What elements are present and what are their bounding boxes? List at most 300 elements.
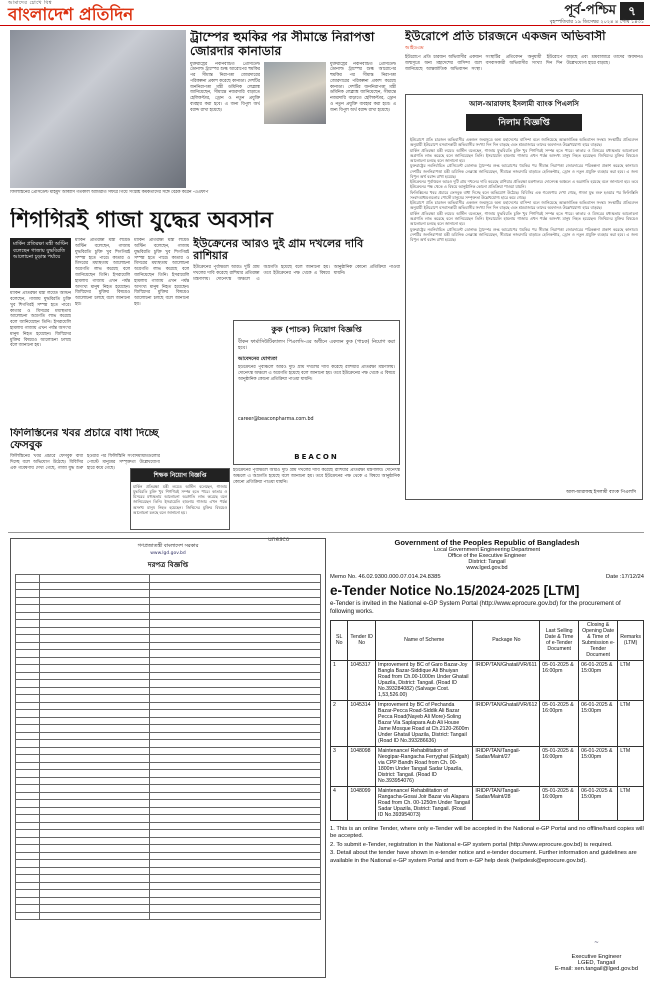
dateline: বৃহস্পতিবার ১৯ ডিসেম্বর ২০২৪ ৪ পৌষ ১৪৩১ <box>549 19 644 25</box>
govt-grid-cell <box>40 597 150 605</box>
govt-grid-cell <box>16 582 40 590</box>
govt-grid-cell <box>150 612 321 620</box>
tender-cell: 06-01-2025 & 15:00pm <box>579 700 618 746</box>
govt-grid-cell <box>150 687 321 695</box>
govt-grid-row <box>16 612 321 620</box>
govt-grid-cell <box>16 672 40 680</box>
story-trump-body: যুক্তরাষ্ট্রের নবনির্বাচিত প্রেসিডেন্ট ডোনাল্ড ট্রাম্পের শুল্ক আরোপের হুমকির পর সীমান্ত নিরাপত্তা জোরদারের পরিকল্পনা প্রকাশ করেছে কানাডা। দেশটির জননিরাপত্তা মন্ত্রী ডমিনিক লেব্ল্যাঙ্ক জানিয়েছেন, সীমান্তে নজরদারি বাড়াতে হেলিকপ্টার, ড্রোন ও নতুন প্রযুক্তি ব্যবহার করা হবে। এ জন্য বিপুল অর্থ বরাদ্দ রাখা হয়েছে। <box>190 61 260 113</box>
tender-intro: e-Tender is invited in the National e-GP System Portal (http://www.eprocure.gov.bd) for the procurement of following works. <box>330 600 621 615</box>
govt-grid-cell <box>40 890 150 898</box>
govt-grid-row <box>16 830 321 838</box>
govt-grid-cell <box>40 590 150 598</box>
govt-grid-cell <box>16 680 40 688</box>
govt-grid-cell <box>40 665 150 673</box>
govt-grid-cell <box>16 777 40 785</box>
govt-grid-row <box>16 807 321 815</box>
story-ukraine-body: ইউক্রেনের পূর্বাঞ্চলে আরও দুটি গ্রাম দখলের দাবি করেছে রাশিয়ার প্রতিরক্ষা মন্ত্রণালয়। দোনেৎস্ক অঞ্চলে এ অগ্রগতি হয়েছে বলে জানানো হয়। তবে ইউক্রেনের পক্ষ থেকে এ বিষয়ে আনুষ্ঠানিক কোনো প্রতিক্রিয়া পাওয়া যায়নি। <box>193 265 400 282</box>
govt-grid-cell <box>40 882 150 890</box>
govt-grid-cell <box>16 620 40 628</box>
govt-grid-cell <box>40 755 150 763</box>
govt-grid-cell <box>40 740 150 748</box>
govt-grid-cell <box>16 912 40 920</box>
govt-grid-cell <box>150 575 321 583</box>
auction-text-4: ইউক্রেনের পূর্বাঞ্চলে আরও দুটি গ্রাম দখলের দাবি করেছে রাশিয়ার প্রতিরক্ষা মন্ত্রণালয়। দোনেৎস্ক অঞ্চলে এ অগ্রগতি হয়েছে বলে জানানো হয়। তবে ইউক্রেনের পক্ষ থেকে এ বিষয়ে আনুষ্ঠানিক কোনো প্রতিক্রিয়া পাওয়া যায়নি। <box>410 179 638 190</box>
govt-grid-cell <box>16 650 40 658</box>
govt-grid-row <box>16 657 321 665</box>
auction-text-8: যুক্তরাষ্ট্রের নবনির্বাচিত প্রেসিডেন্ট ডোনাল্ড ট্রাম্পের শুল্ক আরোপের হুমকির পর সীমান্ত নিরাপত্তা জোরদারের পরিকল্পনা প্রকাশ করেছে কানাডা। দেশটির জননিরাপত্তা মন্ত্রী ডমিনিক লেব্ল্যাঙ্ক জানিয়েছেন, সীমান্তে নজরদারি বাড়াতে হেলিকপ্টার, ড্রোন ও নতুন প্রযুক্তি ব্যবহার করা হবে। এ জন্য বিপুল অর্থ বরাদ্দ রাখা হয়েছে। <box>410 226 638 243</box>
govt-grid-cell <box>16 762 40 770</box>
tender-cell: IRIDP/TAN/Ghatail/VR/611 <box>473 660 540 700</box>
govt-grid-cell <box>16 890 40 898</box>
govt-grid-row <box>16 687 321 695</box>
cook-details: ইউক্রেনের পূর্বাঞ্চলে আরও দুটি গ্রাম দখলের দাবি করেছে রাশিয়ার প্রতিরক্ষা মন্ত্রণালয়। দোনেৎস্ক অঞ্চলে এ অগ্রগতি হয়েছে বলে জানানো হয়। তবে ইউক্রেনের পক্ষ থেকে এ বিষয়ে আনুষ্ঠানিক কোনো প্রতিক্রিয়া পাওয়া যায়নি। <box>238 364 395 382</box>
govt-grid-row <box>16 717 321 725</box>
govt-grid-row <box>16 822 321 830</box>
govt-grid-row <box>16 620 321 628</box>
govt-grid-cell <box>16 635 40 643</box>
trump-photo <box>264 62 326 124</box>
govt-grid-row <box>16 702 321 710</box>
govt-grid-cell <box>16 627 40 635</box>
govt-grid-cell <box>40 635 150 643</box>
govt-grid-cell <box>40 875 150 883</box>
story-misc: ইউক্রেনের পূর্বাঞ্চলে আরও দুটি গ্রাম দখলের দাবি করেছে রাশিয়ার প্রতিরক্ষা মন্ত্রণালয়। দোনেৎস্ক অঞ্চলে এ অগ্রগতি হয়েছে বলে জানানো হয়। তবে ইউক্রেনের পক্ষ থেকে এ বিষয়ে আনুষ্ঠানিক কোনো প্রতিক্রিয়া পাওয়া যায়নি। <box>233 468 400 485</box>
govt-grid-cell <box>16 905 40 913</box>
story-europe-byline: আইওএম <box>405 45 424 52</box>
photo-abbas <box>10 30 186 188</box>
govt-grid-cell <box>16 770 40 778</box>
tender-header-cell: Last Selling Date & Time of e-Tender Document <box>540 620 579 660</box>
govt-grid-cell <box>150 657 321 665</box>
story-gaza-body-3: মার্কিন প্রতিরক্ষা মন্ত্রী লয়েড অস্টিন বলেছেন, গাজায় যুদ্ধবিরতি চুক্তি খুব শিগগিরই সম্পন্ন হতে পারে। কাতার ও মিসরের মধ্যস্থতায় আলোচনা অগ্রগতি লাভ করেছে বলে জানিয়েছেন তিনি। ইসরায়েলি হামলায় গাজায় এখন পর্যন্ত অসংখ্য মানুষ নিহত হয়েছেন। জিম্মিদের মুক্তির বিষয়েও আলোচনা চলছে বলে জানানো হয়। <box>134 238 190 307</box>
govt-grid-cell <box>16 755 40 763</box>
govt-grid-cell <box>16 800 40 808</box>
auction-text-2: মার্কিন প্রতিরক্ষা মন্ত্রী লয়েড অস্টিন বলেছেন, গাজায় যুদ্ধবিরতি চুক্তি খুব শিগগিরই সম্পন্ন হতে পারে। কাতার ও মিসরের মধ্যস্থতায় আলোচনা অগ্রগতি লাভ করেছে বলে জানিয়েছেন তিনি। ইসরায়েলি হামলায় গাজায় এখন পর্যন্ত অসংখ্য মানুষ নিহত হয়েছেন। জিম্মিদের মুক্তির বিষয়েও আলোচনা চলছে বলে জানানো হয়। <box>410 147 638 164</box>
tender-cell: 1048098 <box>348 746 376 786</box>
govt-grid-cell <box>40 732 150 740</box>
govt-grid-row <box>16 627 321 635</box>
govt-grid-row <box>16 635 321 643</box>
govt-grid-cell <box>150 897 321 905</box>
tender-cell: IRIDP/TAN/Ghatail/VR/612 <box>473 700 540 746</box>
govt-grid-row <box>16 582 321 590</box>
tender-note: 1. This is an online Tender, where only e-Tender will be accepted in the National e-GP Portal and no offline/hard copies will be accepted. <box>330 825 644 840</box>
story-europe-headline: ইউরোপে প্রতি চারজনে একজন অভিবাসী <box>405 30 606 43</box>
govt-grid-row <box>16 650 321 658</box>
tender-district: District: Tangail <box>468 559 506 565</box>
table-row <box>331 700 644 746</box>
logo-text: বাংলাদেশ প্রতিদিন <box>8 5 134 25</box>
govt-grid-cell <box>16 747 40 755</box>
tender-cell: IRIDP/TAN/Tangail-Sadar/Maint/28 <box>473 786 540 820</box>
story-europe-body: ইউরোপে প্রতি চারজন অভিবাসীর একজন জন্মসূত্রে অন্য মহাদেশের বাসিন্দা বলে জানিয়েছে আন্তর্জাতিক অভিবাসন সংস্থা। সংস্থাটির প্রতিবেদন অনুযায়ী ইউরোপে বসবাসকারী অভিবাসীর সংখ্যা দিন দিন বাড়ছে এবং শ্রমবাজারে তাদের অবদানও উল্লেখযোগ্য হারে বাড়ছে। <box>405 55 643 72</box>
govt-grid-cell <box>150 702 321 710</box>
tender-header-cell: Closing & Opening Date & Time of Submission e-Tender Document <box>579 620 618 660</box>
govt-grid-cell <box>16 590 40 598</box>
govt-grid-row <box>16 732 321 740</box>
govt-grid-cell <box>40 702 150 710</box>
ad-govt-bengali <box>10 538 326 978</box>
tender-header-cell: Package No <box>473 620 540 660</box>
govt-grid-row <box>16 740 321 748</box>
tender-header-cell: Name of Scheme <box>376 620 473 660</box>
govt-grid-row <box>16 680 321 688</box>
govt-grid-cell <box>16 657 40 665</box>
govt-grid-cell <box>16 732 40 740</box>
govt-grid-cell <box>150 770 321 778</box>
govt-grid-cell <box>16 875 40 883</box>
story-gaza-kicker: মার্কিন প্রতিরক্ষা মন্ত্রী অস্টিন বলেছেন গাজায় যুদ্ধবিরতি আলোচনা চূড়ান্ত পর্যায়ে <box>10 238 71 288</box>
signature-scribble: ~ <box>594 940 599 946</box>
govt-grid-cell <box>40 837 150 845</box>
teacher-title: শিক্ষক নিয়োগ বিজ্ঞপ্তি <box>131 469 229 482</box>
tender-cell: 06-01-2025 & 15:00pm <box>579 786 618 820</box>
govt-grid-cell <box>150 860 321 868</box>
auction-text-1: ইউরোপে প্রতি চারজন অভিবাসীর একজন জন্মসূত্রে অন্য মহাদেশের বাসিন্দা বলে জানিয়েছে আন্তর্জাতিক অভিবাসন সংস্থা। সংস্থাটির প্রতিবেদন অনুযায়ী ইউরোপে বসবাসকারী অভিবাসীর সংখ্যা দিন দিন বাড়ছে এবং শ্রমবাজারে তাদের অবদানও উল্লেখযোগ্য হারে বাড়ছে। <box>410 137 638 148</box>
tender-date: Date :17/12/24 <box>605 574 644 580</box>
govt-grid-cell <box>16 852 40 860</box>
tender-office: Office of the Executive Engineer <box>447 553 527 559</box>
page-number: ৭ <box>620 2 644 20</box>
govt-grid-cell <box>16 665 40 673</box>
govt-grid-cell <box>40 860 150 868</box>
govt-grid-row <box>16 755 321 763</box>
auction-text-5: ফিলিস্তিনের খবর প্রচারে ফেসবুক বাধা দিচ্ছে বলে অভিযোগ উঠেছে। বিবিসির এক গবেষণায় দেখা গেছে, গাজা যুদ্ধ শুরু হওয়ার পর ফিলিস্তিনি সংবাদমাধ্যমগুলোর পোস্টে মানুষের সম্পৃক্ততা উল্লেখযোগ্য হারে কমে গেছে। <box>410 189 638 200</box>
govt-grid-row <box>16 672 321 680</box>
cook-apply-heading: আবেদনের যোগ্যতা <box>238 355 278 362</box>
govt-grid-cell <box>150 822 321 830</box>
govt-grid-cell <box>16 860 40 868</box>
cook-line1: বীকন ফার্মাসিউটিক্যালস পিএলসি-এর অধীনে একজন কুক (পাচক) নিয়োগ করা হবে। <box>238 340 395 352</box>
teacher-body: মার্কিন প্রতিরক্ষা মন্ত্রী লয়েড অস্টিন বলেছেন, গাজায় যুদ্ধবিরতি চুক্তি খুব শিগগিরই সম্পন্ন হতে পারে। কাতার ও মিসরের মধ্যস্থতায় আলোচনা অগ্রগতি লাভ করেছে বলে জানিয়েছেন তিনি। ইসরায়েলি হামলায় গাজায় এখন পর্যন্ত অসংখ্য মানুষ নিহত হয়েছেন। জিম্মিদের মুক্তির বিষয়েও আলোচনা চলছে বলে জানানো হয়। <box>133 484 227 515</box>
tender-cell: 06-01-2025 & 15:00pm <box>579 660 618 700</box>
govt-grid-row <box>16 665 321 673</box>
ad-teacher <box>130 468 230 530</box>
tender-cell: 2 <box>331 700 348 746</box>
story-gaza-headline: শিগগিরই গাজা যুদ্ধের অবসান <box>10 208 273 233</box>
govt-grid-cell <box>150 665 321 673</box>
govt-grid-row <box>16 605 321 613</box>
govt-grid-cell <box>16 575 40 583</box>
govt-grid-cell <box>150 837 321 845</box>
govt-grid-row <box>16 710 321 718</box>
ad-etender <box>330 538 644 978</box>
govt-grid-cell <box>16 710 40 718</box>
auction-text-6: ইউরোপে প্রতি চারজন অভিবাসীর একজন জন্মসূত্রে অন্য মহাদেশের বাসিন্দা বলে জানিয়েছে আন্তর্জাতিক অভিবাসন সংস্থা। সংস্থাটির প্রতিবেদন অনুযায়ী ইউরোপে বসবাসকারী অভিবাসীর সংখ্যা দিন দিন বাড়ছে এবং শ্রমবাজারে তাদের অবদানও উল্লেখযোগ্য হারে বাড়ছে। <box>410 200 638 211</box>
govt-grid-row <box>16 590 321 598</box>
govt-grid-cell <box>150 800 321 808</box>
tender-cell: 4 <box>331 786 348 820</box>
tender-cell: LTM <box>618 786 644 820</box>
govt-grid-cell <box>40 800 150 808</box>
govt-grid-row <box>16 852 321 860</box>
govt-grid-cell <box>40 822 150 830</box>
story-trump-headline: ট্রাম্পের হুমকির পর সীমান্তে নিরাপত্তা জোরদার কানাডার <box>190 30 375 58</box>
tender-cell: 05-01-2025 & 16:00pm <box>540 746 579 786</box>
govt-grid-cell <box>150 912 321 920</box>
govt-grid-cell <box>40 687 150 695</box>
govt-grid-cell <box>150 830 321 838</box>
govt-grid-cell <box>150 905 321 913</box>
govt-grid-row <box>16 725 321 733</box>
tender-header-cell: Tender ID No <box>348 620 376 660</box>
govt-grid-row <box>16 597 321 605</box>
govt-grid-cell <box>16 830 40 838</box>
govt-grid-cell <box>40 792 150 800</box>
tender-cell: LTM <box>618 660 644 700</box>
govt-grid-cell <box>150 807 321 815</box>
auction-text-3: যুক্তরাষ্ট্রের নবনির্বাচিত প্রেসিডেন্ট ডোনাল্ড ট্রাম্পের শুল্ক আরোপের হুমকির পর সীমান্ত নিরাপত্তা জোরদারের পরিকল্পনা প্রকাশ করেছে কানাডা। দেশটির জননিরাপত্তা মন্ত্রী ডমিনিক লেব্ল্যাঙ্ক জানিয়েছেন, সীমান্তে নজরদারি বাড়াতে হেলিকপ্টার, ড্রোন ও নতুন প্রযুক্তি ব্যবহার করা হবে। এ জন্য বিপুল অর্থ বরাদ্দ রাখা হয়েছে। <box>410 163 638 179</box>
govt-grid-cell <box>40 650 150 658</box>
story-gaza-body-2: মার্কিন প্রতিরক্ষা মন্ত্রী লয়েড অস্টিন বলেছেন, গাজায় যুদ্ধবিরতি চুক্তি খুব শিগগিরই সম্পন্ন হতে পারে। কাতার ও মিসরের মধ্যস্থতায় আলোচনা অগ্রগতি লাভ করেছে বলে জানিয়েছেন তিনি। ইসরায়েলি হামলায় গাজায় এখন পর্যন্ত অসংখ্য মানুষ নিহত হয়েছেন। জিম্মিদের মুক্তির বিষয়েও আলোচনা চলছে বলে জানানো হয়। <box>75 238 131 307</box>
govt-grid-cell <box>40 852 150 860</box>
govt-grid-row <box>16 867 321 875</box>
tender-site[interactable]: www.lged.gov.bd <box>466 565 508 571</box>
govt-grid-cell <box>150 882 321 890</box>
tender-cell: 05-01-2025 & 16:00pm <box>540 700 579 746</box>
govt-grid-cell <box>40 747 150 755</box>
govt-grid-cell <box>40 807 150 815</box>
govt-grid-cell <box>40 710 150 718</box>
govt-grid-row <box>16 695 321 703</box>
auction-text-7: মার্কিন প্রতিরক্ষা মন্ত্রী লয়েড অস্টিন বলেছেন, গাজায় যুদ্ধবিরতি চুক্তি খুব শিগগিরই সম্পন্ন হতে পারে। কাতার ও মিসরের মধ্যস্থতায় আলোচনা অগ্রগতি লাভ করেছে বলে জানিয়েছেন তিনি। ইসরায়েলি হামলায় গাজায় এখন পর্যন্ত অসংখ্য মানুষ নিহত হয়েছেন। জিম্মিদের মুক্তির বিষয়েও আলোচনা চলছে বলে জানানো হয়। <box>410 210 638 227</box>
ad-cook <box>233 320 400 465</box>
tender-header-cell: SL No <box>331 620 348 660</box>
govt-grid-row <box>16 875 321 883</box>
govt-grid-cell <box>16 882 40 890</box>
tender-cell: 3 <box>331 746 348 786</box>
govt-grid-cell <box>40 725 150 733</box>
govt-grid-cell <box>150 642 321 650</box>
govt-grid-row <box>16 912 321 920</box>
govt-grid-cell <box>150 627 321 635</box>
govt-grid-cell <box>40 830 150 838</box>
govt-grid-cell <box>150 725 321 733</box>
govt-grid-cell <box>150 672 321 680</box>
newspaper-logo <box>8 2 133 30</box>
tender-cell: Maintenance/ Rehabilitation of Rangacha-Gosai Joir Bazar via Alapara Road from Ch. 00-1250m Under Tangail Sadar Upazila, District: Tangail. (Road ID No.393954073) <box>376 786 473 820</box>
govt-grid-cell <box>150 582 321 590</box>
tender-title: e-Tender Notice No.15/2024-2025 [LTM] <box>330 583 580 598</box>
govt-grid-cell <box>16 837 40 845</box>
govt-grid-cell <box>40 777 150 785</box>
tender-note: 3. Detail about the tender have shown in e-tender notice and e-tender document. Further information and guidelines are available in the National e-GP system Portal and from e-GP help desk (helpdesk@eprocure.gov.bd). <box>330 850 637 864</box>
govt-grid-row <box>16 747 321 755</box>
govt-grid-cell <box>150 815 321 823</box>
govt-grid-cell <box>150 717 321 725</box>
govt-grid-cell <box>150 620 321 628</box>
govt-grid-row <box>16 905 321 913</box>
story-facebook-body: ফিলিস্তিনের খবর প্রচারে ফেসবুক বাধা দিচ্ছে বলে অভিযোগ উঠেছে। বিবিসির এক গবেষণায় দেখা গেছে, গাজা যুদ্ধ শুরু হওয়ার পর ফিলিস্তিনি সংবাদমাধ্যমগুলোর পোস্টে মানুষের সম্পৃক্ততা উল্লেখযোগ্য হারে কমে গেছে। <box>10 454 160 471</box>
govt-grid-cell <box>16 597 40 605</box>
govt-grid-row <box>16 897 321 905</box>
govt-grid-cell <box>150 875 321 883</box>
govt-grid-row <box>16 800 321 808</box>
govt-grid-cell <box>150 785 321 793</box>
govt-grid-cell <box>16 605 40 613</box>
govt-grid-cell <box>40 912 150 920</box>
govt-grid-cell <box>40 867 150 875</box>
tender-cell: LTM <box>618 700 644 746</box>
tender-cell: 1 <box>331 660 348 700</box>
bank-footer: আল-আরাফাহ ইসলামী ব্যাংক পিএলসি <box>566 490 636 495</box>
tender-cell: Improvement by BC of Pechanda Bazar-Pecca Road-Siddik Ali Bazar Pecca Road(Nayeb Ali More)-Soling Bazar Via Saplapara Aub Ali House Jame Mosque Road at Ch.2120-2600m Under Ghatail Upazila, District: Tangail (Road ID No.393286636) <box>376 700 473 746</box>
govt-grid-cell <box>40 717 150 725</box>
govt-grid-row <box>16 777 321 785</box>
govt-grid-cell <box>40 575 150 583</box>
govt-grid-cell <box>150 710 321 718</box>
govt-grid-cell <box>40 897 150 905</box>
govt-grid-cell <box>150 747 321 755</box>
govt-grid-cell <box>16 695 40 703</box>
auction-body <box>406 135 642 485</box>
govt-grid-cell <box>16 725 40 733</box>
tender-cell: Improvement by BC of Garo Bazar-Joy Bangla Bazar-Siddique Ali Bhuiyan Road from Ch.00-1000m Under Ghatail Upazila, District: Tangail. (Road ID No.393284082) (Salvage Cost. 1,53,526.00) <box>376 660 473 700</box>
govt-grid-row <box>16 890 321 898</box>
govt-grid-cell <box>150 890 321 898</box>
govt-grid-cell <box>16 642 40 650</box>
tender-cell: 1048099 <box>348 786 376 820</box>
govt-grid-row <box>16 845 321 853</box>
govt-grid-cell <box>40 672 150 680</box>
govt-grid-cell <box>40 627 150 635</box>
govt-grid-cell <box>40 905 150 913</box>
cook-email[interactable]: career@beaconpharma.com.bd <box>238 416 314 422</box>
govt-grid-cell <box>16 867 40 875</box>
govt-grid-cell <box>40 695 150 703</box>
tender-dept: Local Government Engineering Department <box>433 547 541 553</box>
table-row <box>331 786 644 820</box>
govt-grid-cell <box>150 845 321 853</box>
govt-grid-cell <box>40 657 150 665</box>
tender-notes <box>330 826 644 866</box>
govt-grid-row <box>16 642 321 650</box>
govt-grid-row <box>16 837 321 845</box>
govt-grid-cell <box>40 785 150 793</box>
govt-grid-row <box>16 792 321 800</box>
tender-cell: 06-01-2025 & 15:00pm <box>579 746 618 786</box>
story-gaza-body-1: মার্কিন প্রতিরক্ষা মন্ত্রী লয়েড অস্টিন বলেছেন, গাজায় যুদ্ধবিরতি চুক্তি খুব শিগগিরই সম্পন্ন হতে পারে। কাতার ও মিসরের মধ্যস্থতায় আলোচনা অগ্রগতি লাভ করেছে বলে জানিয়েছেন তিনি। ইসরায়েলি হামলায় গাজায় এখন পর্যন্ত অসংখ্য মানুষ নিহত হয়েছেন। জিম্মিদের মুক্তির বিষয়েও আলোচনা চলছে বলে জানানো হয়। <box>10 291 72 349</box>
govt-grid-cell <box>16 792 40 800</box>
govt-grid-cell <box>150 650 321 658</box>
govt-grid-cell <box>150 635 321 643</box>
govt-grid-cell <box>16 897 40 905</box>
govt-grid-cell <box>40 620 150 628</box>
tender-signature <box>555 940 638 972</box>
govt-grid-cell <box>40 680 150 688</box>
govt-grid-cell <box>16 740 40 748</box>
govt-grid-cell <box>40 605 150 613</box>
govt-grid-cell <box>16 822 40 830</box>
govt-title: গণপ্রজাতন্ত্রী বাংলাদেশ সরকার <box>137 543 199 549</box>
tender-cell: 1045317 <box>348 660 376 700</box>
govt-grid-cell <box>16 845 40 853</box>
tender-memo: Memo No. 46.02.9300.000.07.014.24.8385 <box>330 574 441 580</box>
signer-email[interactable]: E-mail: xen.tangail@lged.gov.bd <box>554 966 638 972</box>
story-trump <box>190 30 400 188</box>
govt-grid-row <box>16 882 321 890</box>
tender-cell: IRIDP/TAN/Tangail-Sadar/Maint/27 <box>473 746 540 786</box>
govt-grid-cell <box>150 597 321 605</box>
govt-grid-cell <box>40 762 150 770</box>
tender-table <box>330 620 644 821</box>
logo-tagline: আমাদের চোখে বিশ্ব <box>8 0 53 6</box>
govt-grid-cell <box>150 777 321 785</box>
tender-cell: 05-01-2025 & 16:00pm <box>540 660 579 700</box>
govt-grid-cell <box>150 755 321 763</box>
story-ukraine-headline: ইউক্রেনের আরও দুই গ্রাম দখলের দাবি রাশিয়ার <box>193 237 364 263</box>
table-row <box>331 746 644 786</box>
govt-grid-cell <box>150 695 321 703</box>
govt-grid-cell <box>150 792 321 800</box>
govt-grid-cell <box>150 605 321 613</box>
govt-grid-cell <box>40 582 150 590</box>
masthead <box>0 0 650 26</box>
govt-grid-cell <box>40 845 150 853</box>
govt-grid-cell <box>40 770 150 778</box>
govt-grid-cell <box>40 815 150 823</box>
story-europe <box>405 30 643 92</box>
govt-grid-row <box>16 762 321 770</box>
tender-cell: 05-01-2025 & 16:00pm <box>540 786 579 820</box>
govt-grid-row <box>16 860 321 868</box>
beacon-logo: BEACON <box>294 453 339 461</box>
govt-grid-cell <box>16 815 40 823</box>
govt-grid-cell <box>150 732 321 740</box>
auction-notice-title: নিলাম বিজ্ঞপ্তি <box>466 114 582 131</box>
govt-grid-cell <box>40 612 150 620</box>
section-title: পূর্ব-পশ্চিম <box>564 3 616 18</box>
govt-grid-cell <box>150 680 321 688</box>
govt-site[interactable]: www.lgd.gov.bd <box>150 551 186 556</box>
govt-grid-row <box>16 785 321 793</box>
govt-grid-cell <box>150 762 321 770</box>
unesco-logo: unesco <box>268 536 290 543</box>
tender-note: 2. To submit e-Tender, registration in the National e-GP system portal (http://www.eprocure.gov.bd) is required. <box>330 841 613 848</box>
govt-grid-cell <box>150 852 321 860</box>
govt-grid-cell <box>150 867 321 875</box>
tender-cell: Maintenance/ Rehabilitation of Neogipar-Rangacha Ferryghat (Eidgah) via CPP Bandh Road from Ch. 00- 1800m Under Tangail Sadar Upazila, District: Tangail. (Road ID No.393954076) <box>376 746 473 786</box>
govt-grid-cell <box>40 642 150 650</box>
photo-caption: ফিলিস্তিনের প্রেসিডেন্ট মাহমুদ আব্বাস গতকাল আমিরাত সফরে গিয়ে সংশ্লিষ্ট কর্মকর্তাদের সঙ্গে বৈঠক করেন -এএফপি <box>10 190 209 195</box>
tender-gov: Government of the Peoples Republic of Bangladesh <box>394 538 580 547</box>
govt-grid-cell <box>16 807 40 815</box>
signer-office: LGED, Tangail <box>577 960 616 966</box>
govt-grid-row <box>16 575 321 583</box>
govt-grid-cell <box>150 740 321 748</box>
govt-grid-cell <box>16 785 40 793</box>
cook-title: কুক (পাচক) নিয়োগ বিজ্ঞপ্তি <box>271 325 362 334</box>
govt-grid-row <box>16 815 321 823</box>
govt-grid <box>15 574 321 920</box>
govt-grid-cell <box>150 590 321 598</box>
govt-grid-cell <box>16 687 40 695</box>
signer-title: Executive Engineer <box>571 954 622 960</box>
tender-header-cell: Remarks (LTM) <box>618 620 644 660</box>
tender-cell: LTM <box>618 746 644 786</box>
govt-grid-cell <box>16 612 40 620</box>
table-row <box>331 660 644 700</box>
tender-cell: 1045314 <box>348 700 376 746</box>
story-trump-body-2: যুক্তরাষ্ট্রের নবনির্বাচিত প্রেসিডেন্ট ডোনাল্ড ট্রাম্পের শুল্ক আরোপের হুমকির পর সীমান্ত নিরাপত্তা জোরদারের পরিকল্পনা প্রকাশ করেছে কানাডা। দেশটির জননিরাপত্তা মন্ত্রী ডমিনিক লেব্ল্যাঙ্ক জানিয়েছেন, সীমান্তে নজরদারি বাড়াতে হেলিকপ্টার, ড্রোন ও নতুন প্রযুক্তি ব্যবহার করা হবে। এ জন্য বিপুল অর্থ বরাদ্দ রাখা হয়েছে। <box>330 61 396 113</box>
bank-title: আল-আরাফাহ ইসলামী ব্যাংক পিএলসি <box>469 100 579 108</box>
ad-bank-auction <box>405 94 643 500</box>
govt-grid-cell <box>16 702 40 710</box>
govt-subtitle: দরপত্র বিজ্ঞপ্তি <box>147 561 189 569</box>
story-facebook-headline: ফিলিস্তিনের খবর প্রচারে বাধা দিচ্ছে ফেসবুক <box>10 428 159 451</box>
govt-grid-cell <box>16 717 40 725</box>
govt-grid-row <box>16 770 321 778</box>
